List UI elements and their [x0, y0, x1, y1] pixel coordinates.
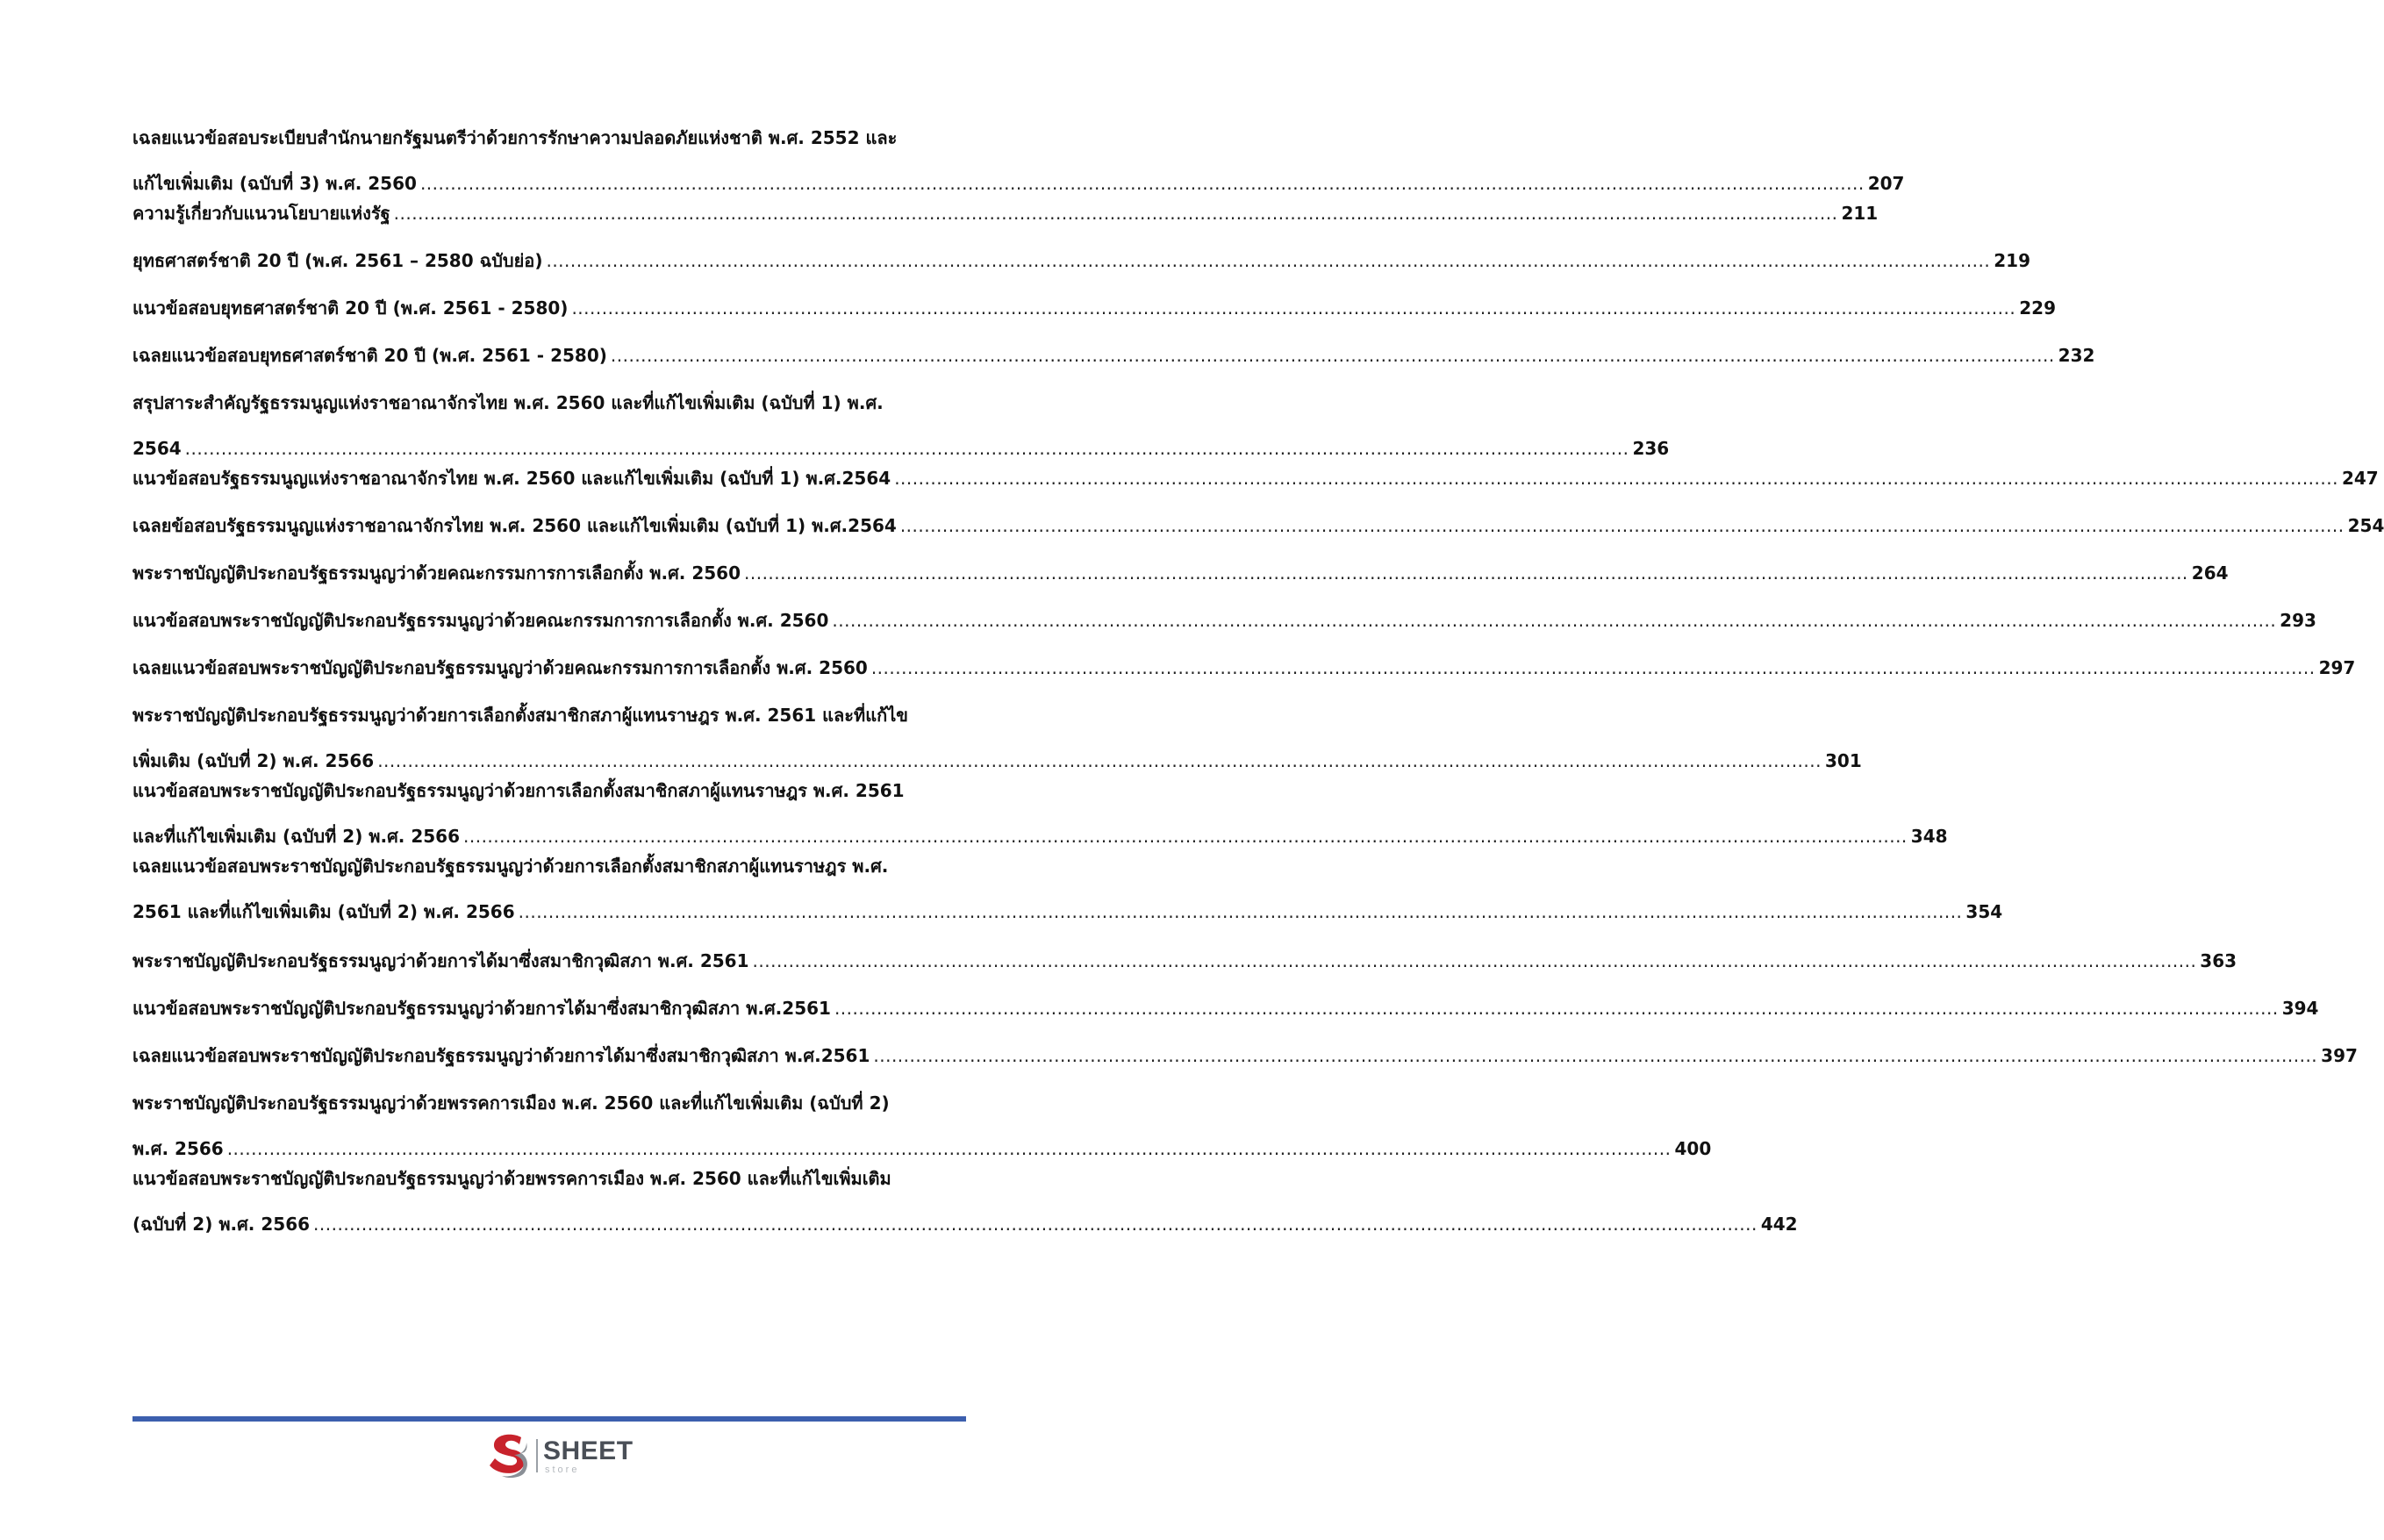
- toc-entry[interactable]: [132, 126, 1905, 195]
- toc-page-number: 254: [2347, 515, 2384, 536]
- dot-leader: [753, 949, 2197, 972]
- toc-entry-title: แนวข้อสอบยุทธศาสตร์ชาติ 20 ปี (พ.ศ. 2561 - 2580): [132, 297, 569, 319]
- dot-leader: [834, 997, 2279, 1020]
- toc-entry-title: พระราชบัญญัติประกอบรัฐธรรมนูญว่าด้วยคณะกรรมการการเลือกตั้ง พ.ศ. 2560: [132, 562, 741, 584]
- toc-entry[interactable]: [132, 704, 1862, 772]
- toc-page-number: 211: [1841, 203, 1879, 224]
- toc-entry-title: แนวข้อสอบรัฐธรรมนูญแห่งราชอาณาจักรไทย พ.ศ. 2560 และแก้ไขเพิ่มเติม (ฉบับที่ 1) พ.ศ.2564: [132, 468, 891, 489]
- toc-entry-title: แนวข้อสอบพระราชบัญญัติประกอบรัฐธรรมนูญว่าด้วยการได้มาซึ่งสมาชิกวุฒิสภา พ.ศ.2561: [132, 998, 831, 1019]
- toc-entry[interactable]: [132, 1167, 1798, 1236]
- toc-page-number: 348: [1910, 826, 1948, 847]
- toc-entry-title: พระราชบัญญัติประกอบรัฐธรรมนูญว่าด้วยพรรคการเมือง พ.ศ. 2560 และที่แก้ไขเพิ่มเติม (ฉบับที่ 2): [132, 1092, 890, 1114]
- toc-entry[interactable]: [132, 562, 2229, 584]
- toc-entry-title: 2561 และที่แก้ไขเพิ่มเติม (ฉบับที่ 2) พ.ศ. 2566: [132, 901, 515, 922]
- toc-entry-title: พระราชบัญญัติประกอบรัฐธรรมนูญว่าด้วยการได้มาซึ่งสมาชิกวุฒิสภา พ.ศ. 2561: [132, 950, 749, 971]
- dot-leader: [832, 609, 2276, 632]
- toc-page-number: 207: [1867, 173, 1905, 194]
- toc-entry-title: เฉลยแนวข้อสอบพระราชบัญญัติประกอบรัฐธรรมนูญว่าด้วยคณะกรรมการการเลือกตั้ง พ.ศ. 2560: [132, 657, 868, 678]
- toc-entry-title: แนวข้อสอบพระราชบัญญัติประกอบรัฐธรรมนูญว่าด้วยพรรคการเมือง พ.ศ. 2560 และที่แก้ไขเพิ่มเติม: [132, 1168, 891, 1189]
- toc-page-number: 264: [2191, 562, 2229, 584]
- toc-entry[interactable]: [132, 202, 1879, 225]
- toc-entry[interactable]: [132, 855, 2003, 923]
- toc-entry-title: ยุทธศาสตร์ชาติ 20 ปี (พ.ศ. 2561 – 2580 ฉบับย่อ): [132, 250, 543, 271]
- dot-leader: [313, 1213, 1758, 1236]
- toc-page-number: 442: [1760, 1214, 1798, 1235]
- dot-leader: [871, 656, 2316, 679]
- footer-logo: [486, 1432, 635, 1479]
- logo-divider: [536, 1439, 538, 1472]
- toc-entry[interactable]: [132, 609, 2316, 632]
- toc-entry[interactable]: [132, 467, 2379, 490]
- toc-entry[interactable]: [132, 656, 2356, 679]
- toc-page-number: 394: [2281, 998, 2319, 1019]
- toc-entry-title: สรุปสาระสำคัญรัฐธรรมนูญแห่งราชอาณาจักรไทย พ.ศ. 2560 และที่แก้ไขเพิ่มเติม (ฉบับที่ 1) พ.ศ.: [132, 392, 884, 413]
- toc-entry-title: เฉลยแนวข้อสอบระเบียบสำนักนายกรัฐมนตรีว่าด้วยการรักษาความปลอดภัยแห่งชาติ พ.ศ. 2552 และ: [132, 127, 898, 148]
- toc-entry[interactable]: [132, 779, 1948, 848]
- dot-leader: [744, 562, 2188, 584]
- toc-page-number: 229: [2019, 297, 2056, 319]
- toc-page-number: 397: [2321, 1045, 2358, 1066]
- footer-rule: [132, 1416, 966, 1422]
- toc-entry[interactable]: [132, 249, 2030, 272]
- toc-entry[interactable]: [132, 997, 2319, 1020]
- toc-entry[interactable]: [132, 1044, 2358, 1067]
- toc-page-number: 232: [2058, 345, 2095, 366]
- dot-leader: [900, 514, 2345, 537]
- dot-leader: [227, 1137, 1672, 1160]
- toc-entry-title: แนวข้อสอบพระราชบัญญัติประกอบรัฐธรรมนูญว่าด้วยการเลือกตั้งสมาชิกสภาผู้แทนราษฎร พ.ศ. 2561: [132, 780, 905, 801]
- toc-entry-title: (ฉบับที่ 2) พ.ศ. 2566: [132, 1214, 311, 1235]
- sheet-store-logo-icon: [486, 1432, 532, 1479]
- dot-leader: [571, 297, 2015, 319]
- logo-subtitle: store: [545, 1465, 580, 1475]
- toc-page-number: 236: [1632, 438, 1670, 459]
- toc-entry[interactable]: [132, 514, 2384, 537]
- toc-entry-title: และที่แก้ไขเพิ่มเติม (ฉบับที่ 2) พ.ศ. 2566: [132, 826, 460, 847]
- toc-entry-title: เฉลยแนวข้อสอบพระราชบัญญัติประกอบรัฐธรรมนูญว่าด้วยการเลือกตั้งสมาชิกสภาผู้แทนราษฎร พ.ศ.: [132, 856, 889, 877]
- dot-leader: [377, 749, 1822, 772]
- dot-leader: [394, 202, 1838, 225]
- dot-leader: [894, 467, 2338, 490]
- toc-entry-title: เฉลยแนวข้อสอบยุทธศาสตร์ชาติ 20 ปี (พ.ศ. 2561 - 2580): [132, 345, 607, 366]
- toc-page-number: 297: [2318, 657, 2356, 678]
- dot-leader: [420, 172, 1865, 195]
- toc-entry-title: เฉลยแนวข้อสอบพระราชบัญญัติประกอบรัฐธรรมนูญว่าด้วยการได้มาซึ่งสมาชิกวุฒิสภา พ.ศ.2561: [132, 1045, 870, 1066]
- toc-page-number: 247: [2341, 468, 2379, 489]
- toc-entry[interactable]: [132, 344, 2095, 367]
- toc-entry-title: แก้ไขเพิ่มเติม (ฉบับที่ 3) พ.ศ. 2560: [132, 173, 417, 194]
- dot-leader: [873, 1044, 2317, 1067]
- dot-leader: [546, 249, 1990, 272]
- toc-entry[interactable]: [132, 949, 2237, 972]
- toc-entry-title: 2564: [132, 438, 182, 459]
- toc-entry-title: พ.ศ. 2566: [132, 1138, 224, 1159]
- dot-leader: [611, 344, 2055, 367]
- toc-page-number: 400: [1674, 1138, 1712, 1159]
- toc-entry[interactable]: [132, 297, 2056, 319]
- toc-page-number: 301: [1824, 750, 1862, 771]
- toc-entry[interactable]: [132, 391, 1670, 460]
- logo-wordmark: SHEET: [543, 1436, 634, 1465]
- dot-leader: [519, 900, 1963, 923]
- toc-entry-title: เฉลยข้อสอบรัฐธรรมนูญแห่งราชอาณาจักรไทย พ.ศ. 2560 และแก้ไขเพิ่มเติม (ฉบับที่ 1) พ.ศ.2564: [132, 515, 897, 536]
- toc-entry[interactable]: [132, 1092, 1712, 1160]
- toc-page-number: 293: [2280, 610, 2316, 631]
- toc-page-number: 219: [1994, 250, 2030, 271]
- dot-leader: [463, 825, 1908, 848]
- toc-entry-title: เพิ่มเติม (ฉบับที่ 2) พ.ศ. 2566: [132, 750, 375, 771]
- toc-entry-title: ความรู้เกี่ยวกับแนวนโยบายแห่งรัฐ: [132, 203, 390, 224]
- toc-page-number: 354: [1965, 901, 2003, 922]
- dot-leader: [185, 437, 1629, 460]
- toc-entry-title: แนวข้อสอบพระราชบัญญัติประกอบรัฐธรรมนูญว่าด้วยคณะกรรมการการเลือกตั้ง พ.ศ. 2560: [132, 610, 829, 631]
- toc-page-number: 363: [2200, 950, 2237, 971]
- toc-entry-title: พระราชบัญญัติประกอบรัฐธรรมนูญว่าด้วยการเลือกตั้งสมาชิกสภาผู้แทนราษฎร พ.ศ. 2561 และที่แก้ไข: [132, 705, 908, 726]
